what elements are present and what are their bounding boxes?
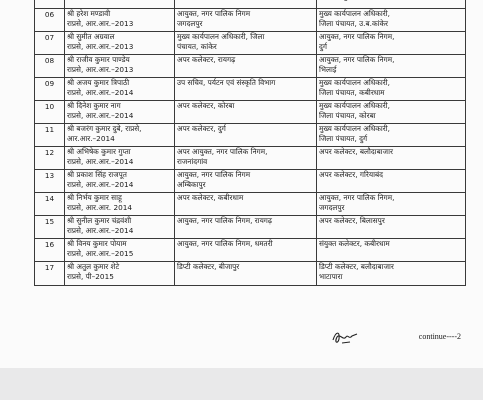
cell-text-line: श्री राजीव कुमार पाण्डेय (67, 55, 130, 64)
cell-text-line: उप सचिव, पर्यटन एवं संस्कृति विभाग (177, 78, 276, 87)
cell-text-line: श्री सुनील कुमार चंद्रवंशी (67, 216, 132, 225)
cell-text-line: राप्रसे, आर.आर.–2014 (67, 88, 134, 97)
signature-mark (330, 325, 364, 347)
cell-text-line (319, 0, 463, 2)
current-posting-cell (175, 147, 317, 170)
cell-text-line: श्री अजय कुमार त्रिपाठी (67, 78, 130, 87)
table-row (35, 0, 466, 9)
cell-text-line: आयुक्त, नगर पालिक निगम, रायगढ़ (177, 216, 273, 225)
cell-text-line: जगदलपुर (319, 203, 345, 212)
new-posting-cell (317, 239, 466, 262)
cell-text-line: राप्रसे, आर.आर. 2014 (67, 203, 133, 212)
cell-text-line: डिप्टी कलेक्टर, बीजापुर (177, 262, 240, 271)
officer-name-cell (65, 9, 175, 32)
cell-text-line: जगदलपुर (177, 19, 203, 28)
cell-text-line: श्री विनय कुमार पोयाम (67, 239, 127, 248)
transfer-order-table (34, 0, 466, 286)
cell-text-line: अपर कलेक्टर, बलौदाबाजार (319, 147, 393, 156)
new-posting-cell (317, 262, 466, 286)
cell-text-line: श्री हरेश मण्डावी (67, 9, 111, 18)
cell-text-line: श्री अतुल कुमार शेटे (67, 262, 120, 271)
table-row (35, 170, 466, 193)
officer-name-cell (65, 147, 175, 170)
serial-number: 17 (35, 262, 65, 286)
cell-text-line: राप्रसे, आर.आर.–2013 (67, 19, 134, 28)
serial-number (35, 0, 65, 9)
cell-text-line: अपर कलेक्टर, बिलासपुर (319, 216, 385, 225)
serial-number: 13 (35, 170, 65, 193)
new-posting-cell (317, 55, 466, 78)
cell-text-line: जिला पंचायत, कबीरधाम (319, 88, 385, 97)
officer-name-cell (65, 124, 175, 147)
cell-text-line: दुर्ग (319, 42, 327, 51)
cell-text-line: मुख्य कार्यपालन अधिकारी, (319, 9, 390, 18)
cell-text-line: मुख्य कार्यपालन अधिकारी, जिला (177, 32, 265, 41)
new-posting-cell (317, 124, 466, 147)
table-row (35, 101, 466, 124)
cell-text-line: भिलाई (319, 65, 337, 74)
cell-text-line: राप्रसे, आर.आर.–2014 (67, 226, 134, 235)
cell-text-line: श्री दिनेश कुमार नाग (67, 101, 121, 110)
new-posting-cell (317, 170, 466, 193)
cell-text-line: राजनांदगांव (177, 157, 208, 166)
officer-name-cell (65, 239, 175, 262)
cell-text-line: भाटापारा (319, 272, 343, 281)
serial-number: 06 (35, 9, 65, 32)
serial-number: 07 (35, 32, 65, 55)
current-posting-cell (175, 239, 317, 262)
cell-text-line: श्री अभिषेक कुमार गुप्ता (67, 147, 131, 156)
cell-text-line: आयुक्त, नगर पालिक निगम, (319, 32, 395, 41)
cell-text-line: राप्रसे, आर.आर.–2013 (67, 65, 134, 74)
new-posting-cell (317, 101, 466, 124)
current-posting-cell (175, 78, 317, 101)
new-posting-cell (317, 78, 466, 101)
table-body (35, 0, 466, 286)
table-row (35, 124, 466, 147)
cell-text-line: राप्रसे, पी–2015 (67, 272, 114, 281)
cell-text-line: राप्रसे, आर.आर.–2015 (67, 249, 134, 258)
new-posting-cell (317, 193, 466, 216)
cell-text-line: मुख्य कार्यपालन अधिकारी, (319, 124, 390, 133)
cell-text-line: श्री प्रकाश सिंह राजपूत (67, 170, 127, 179)
officer-name-cell (65, 0, 175, 9)
cell-text-line: मुख्य कार्यपालन अधिकारी, (319, 78, 390, 87)
cell-text-line: राप्रसे, आर.आर.–2014 (67, 180, 134, 189)
serial-number: 09 (35, 78, 65, 101)
table-row (35, 78, 466, 101)
cell-text-line: आयुक्त, नगर पालिक निगम (177, 9, 251, 18)
table-row (35, 193, 466, 216)
cell-text-line: अपर कलेक्टर, गरियाबंद (319, 170, 383, 179)
table-row (35, 9, 466, 32)
table-row (35, 55, 466, 78)
new-posting-cell (317, 0, 466, 9)
cell-text-line: अम्बिकापुर (177, 180, 206, 189)
new-posting-cell (317, 216, 466, 239)
cell-text-line: आयुक्त, नगर पालिक निगम, (319, 55, 395, 64)
current-posting-cell (175, 101, 317, 124)
new-posting-cell (317, 147, 466, 170)
table-row (35, 147, 466, 170)
serial-number: 10 (35, 101, 65, 124)
table-row (35, 239, 466, 262)
current-posting-cell (175, 55, 317, 78)
table-row (35, 32, 466, 55)
officer-name-cell (65, 32, 175, 55)
officer-name-cell (65, 170, 175, 193)
serial-number: 12 (35, 147, 65, 170)
cell-text-line: अपर कलेक्टर, दुर्ग (177, 124, 226, 133)
cell-text-line: आयुक्त, नगर पालिक निगम, (319, 193, 395, 202)
cell-text-line: आयुक्त, नगर पालिक निगम, धमतरी (177, 239, 273, 248)
cell-text-line: आयुक्त, नगर पालिक निगम (177, 170, 251, 179)
officer-name-cell (65, 262, 175, 286)
cell-text-line: अपर कलेक्टर, कोरबा (177, 101, 235, 110)
current-posting-cell (175, 124, 317, 147)
new-posting-cell (317, 32, 466, 55)
cell-text-line: राप्रसे, आर.आर.–2013 (67, 42, 134, 51)
officer-name-cell (65, 193, 175, 216)
cell-text-line: अपर कलेक्टर, कबीरधाम (177, 193, 244, 202)
cell-text-line: पंचायत, कांकेर (177, 42, 217, 51)
new-posting-cell (317, 9, 466, 32)
cell-text-line: श्री सुमीत अग्रवाल (67, 32, 115, 41)
cell-text-line: संयुक्त कलेक्टर, कबीरधाम (319, 239, 390, 248)
current-posting-cell (175, 0, 317, 9)
serial-number: 15 (35, 216, 65, 239)
cell-text-line: जिला पंचायत, उ.ब.कांकेर (319, 19, 389, 28)
cell-text-line: श्री निर्भय कुमार साहू (67, 193, 122, 202)
officer-name-cell (65, 55, 175, 78)
cell-text-line: मुख्य कार्यपालन अधिकारी, (319, 101, 390, 110)
cell-text-line: जिला पंचायत, दुर्ग (319, 134, 368, 143)
cell-text-line: डिप्टी कलेक्टर, बलौदाबाजार (319, 262, 394, 271)
table-row (35, 216, 466, 239)
viewer-background (0, 368, 483, 400)
current-posting-cell (175, 32, 317, 55)
officer-name-cell (65, 216, 175, 239)
table-row (35, 262, 466, 286)
cell-text-line: आर.आर.–2014 (67, 134, 115, 143)
current-posting-cell (175, 170, 317, 193)
current-posting-cell (175, 9, 317, 32)
cell-text-line: श्री बजरंग कुमार दुबे, राप्रसे, (67, 124, 142, 133)
current-posting-cell (175, 193, 317, 216)
serial-number: 11 (35, 124, 65, 147)
cell-text-line: राप्रसे, आर.आर.–2014 (67, 157, 134, 166)
serial-number: 08 (35, 55, 65, 78)
current-posting-cell (175, 216, 317, 239)
officer-name-cell (65, 101, 175, 124)
cell-text-line: अपर आयुक्त, नगर पालिक निगम, (177, 147, 268, 156)
current-posting-cell (175, 262, 317, 286)
serial-number: 16 (35, 239, 65, 262)
officer-name-cell (65, 78, 175, 101)
serial-number: 14 (35, 193, 65, 216)
cell-text-line: राप्रसे, आर.आर.–2014 (67, 111, 134, 120)
continue-label: continue----2 (418, 332, 461, 341)
cell-text-line: जिला पंचायत, कोरबा (319, 111, 376, 120)
cell-text-line: अपर कलेक्टर, रायगढ़ (177, 55, 236, 64)
